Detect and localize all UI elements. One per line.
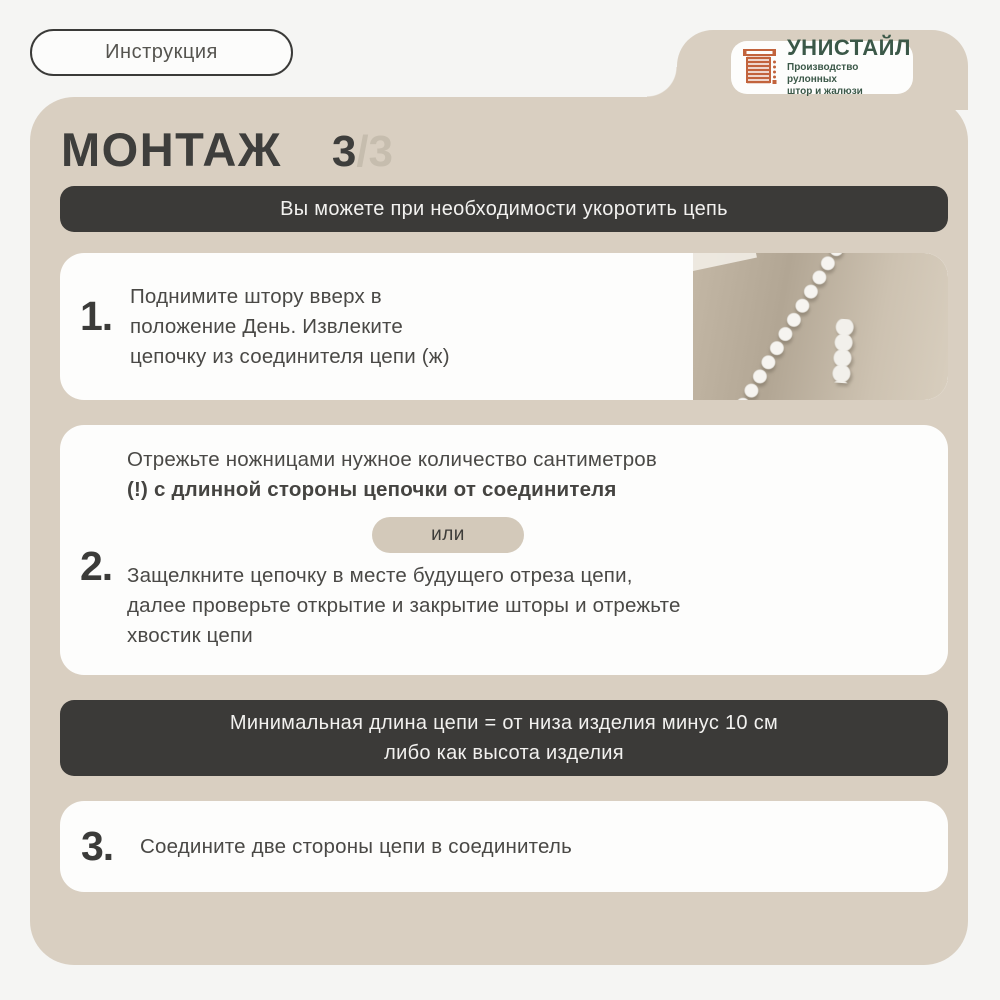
step-2-line-regular: Отрежьте ножницами нужное количество сантиметров	[127, 448, 657, 471]
top-banner	[60, 186, 948, 232]
or-pill: или	[372, 517, 524, 553]
step-3-text: Соедините две стороны цепи в соединитель	[140, 835, 572, 858]
step-2-number: 2.	[80, 543, 113, 589]
brand-subtitle-line1: Производство рулонных	[787, 62, 859, 85]
step-1-card	[60, 253, 948, 400]
step-2-card	[60, 425, 948, 675]
step-2-after-line-3: хвостик цепи	[127, 624, 253, 647]
tab-fillet	[647, 67, 678, 98]
step-1-number: 1.	[80, 293, 113, 339]
step-2-after-line-2: далее проверьте открытие и закрытие шторы и отрежьте	[127, 594, 681, 617]
step-2-line-bold: (!) с длинной стороны цепочки от соединителя	[127, 478, 617, 501]
middle-banner	[60, 700, 948, 776]
brand-logo	[731, 35, 913, 97]
middle-banner-line-1: Минимальная длина цепи = от низа изделия минус 10 см	[229, 712, 779, 734]
step-1-line-2: положение День. Извлеките	[130, 315, 403, 338]
title-text: МОНТАЖ	[61, 123, 282, 176]
step-1-text	[130, 282, 450, 372]
instruction-button[interactable]: Инструкция	[30, 29, 293, 76]
step-1-line-1: Поднимите штору вверх в	[130, 285, 382, 308]
chain-photo	[693, 253, 948, 400]
page-title	[61, 122, 393, 177]
step-3-number: 3.	[81, 823, 114, 869]
step-3-card	[60, 801, 948, 892]
brand-subtitle-line2: штор и жалюзи	[787, 86, 863, 97]
top-banner-text: Вы можете при необходимости укоротить цепь	[280, 198, 728, 220]
step-2-text-bottom	[127, 561, 681, 651]
logo-text	[787, 37, 911, 98]
step-2-after-line-1: Защелкните цепочку в месте будущего отреза цепи,	[127, 564, 633, 587]
middle-banner-line-2: либо как высота изделия	[384, 742, 624, 764]
blinds-icon	[743, 48, 779, 88]
page-counter	[332, 127, 393, 177]
page-current: 3	[331, 127, 357, 176]
step-1-line-3: цепочку из соединителя цепи (ж)	[130, 345, 450, 368]
page-total: /3	[356, 127, 394, 176]
chain-connector	[828, 318, 858, 384]
step-2-text-top	[127, 445, 657, 505]
brand-name: УНИСТАЙЛ	[787, 35, 911, 60]
